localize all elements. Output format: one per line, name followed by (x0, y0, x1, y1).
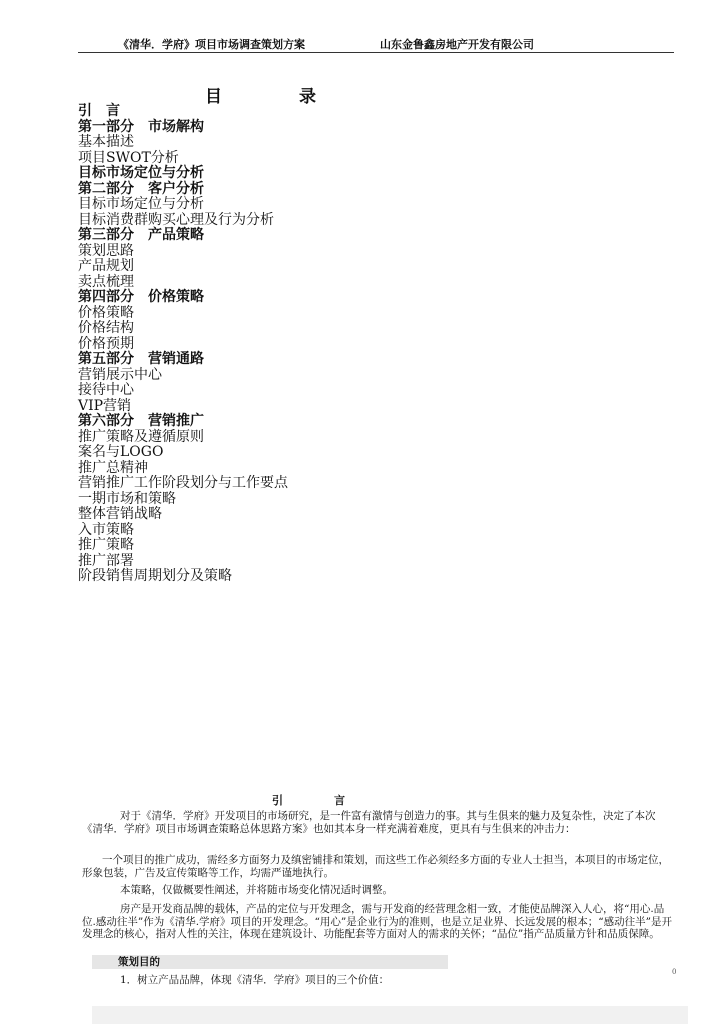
footer-band (92, 1006, 688, 1024)
toc-entry: 营销展示中心 (78, 366, 162, 383)
toc-entry: 卖点梳理 (78, 273, 134, 290)
toc-entry: 价格预期 (78, 335, 134, 352)
toc-entry: 推广策略 (78, 537, 134, 553)
toc-entry: 第四部分 价格策略 (78, 289, 204, 305)
toc-entry: 推广总精神 (78, 459, 148, 476)
toc-entry: VIP营销 (78, 397, 132, 414)
toc-entry: 营销推广工作阶段划分与工作要点 (78, 475, 288, 491)
toc-title: 目 录 (205, 87, 346, 107)
toc-entry: 目标市场定位与分析 (78, 165, 204, 181)
toc-entry: 接待中心 (78, 382, 134, 398)
toc-entry: 案名与LOGO (78, 444, 164, 460)
section-heading-planning-purpose: 策划目的 (92, 955, 448, 969)
toc-entry: 策划思路 (78, 242, 134, 259)
toc-entry: 项目SWOT分析 (78, 149, 179, 166)
intro-paragraph-3: 本策略，仅做概要性阐述，并将随市场变化情况适时调整。 (120, 884, 393, 896)
toc-entry: 第三部分 产品策略 (78, 227, 204, 243)
toc-entry: 产品规划 (78, 258, 134, 274)
toc-entry: 推广策略及遵循原则 (78, 428, 204, 445)
page-header (78, 34, 674, 53)
intro-paragraph-4: 房产是开发商品牌的载体，产品的定位与开发理念，需与开发商的经营理念相一致，才能使品牌深入人心，将“用心.品位.感动往半”作为《清华.学府》项目的开发理念。“用心”是企业行为的准则，也是立足业界、长远发展的根本；“感动往半”是开发理念的核心，指对人性的关注，体现在建筑设计、功能配套等方面对人的需求的关怀；“品位”指产品质量方针和品质保障。 (82, 903, 673, 940)
toc-entry: 目标市场定位与分析 (78, 196, 204, 212)
toc-entry: 第六部分 营销推广 (78, 413, 204, 429)
toc-entry: 目标消费群购买心理及行为分析 (78, 211, 274, 228)
intro-paragraph-1: 对于《清华．学府》开发项目的市场研究，是一件富有激情与创造力的事。其与生俱来的魅力及复杂性，决定了本次《清华．学府》项目市场调查策略总体思路方案》也如其本身一样充满着难度，更具有与生俱来的冲击力： (82, 810, 656, 835)
header-company-name: 山东金鲁鑫房地产开发有限公司 (380, 38, 534, 51)
toc-entry: 价格策略 (78, 304, 134, 321)
page-number: 0 (672, 968, 677, 976)
toc-entry: 引 言 (78, 103, 120, 119)
toc-entry: 第五部分 营销通路 (78, 351, 204, 367)
intro-title: 引 言 (272, 794, 365, 807)
header-project-title: 《清华．学府》项目市场调查策划方案 (118, 38, 305, 51)
toc-entry: 价格结构 (78, 320, 134, 336)
toc-entry: 第一部分 市场解构 (78, 118, 204, 135)
planning-purpose-item-1: 1．树立产品品牌，体现《清华．学府》项目的三个价值： (120, 974, 390, 986)
toc-entry: 第二部分 客户分析 (78, 180, 204, 197)
toc-entry: 入市策略 (78, 521, 134, 538)
intro-paragraph-2: 一个项目的推广成功，需经多方面努力及缜密铺排和策划，而这些工作必须经多方面的专业人士担当，本项目的市场定位，形象包装，广告及宣传策略等工作，均需严谨地执行。 (82, 854, 669, 879)
toc-entry: 阶段销售周期划分及策略 (78, 568, 232, 584)
table-of-contents (78, 104, 678, 585)
toc-entry: 基本描述 (78, 134, 134, 150)
toc-entry: 一期市场和策略 (78, 490, 176, 507)
toc-entry: 整体营销战略 (78, 506, 162, 522)
toc-entry: 推广部署 (78, 552, 134, 569)
